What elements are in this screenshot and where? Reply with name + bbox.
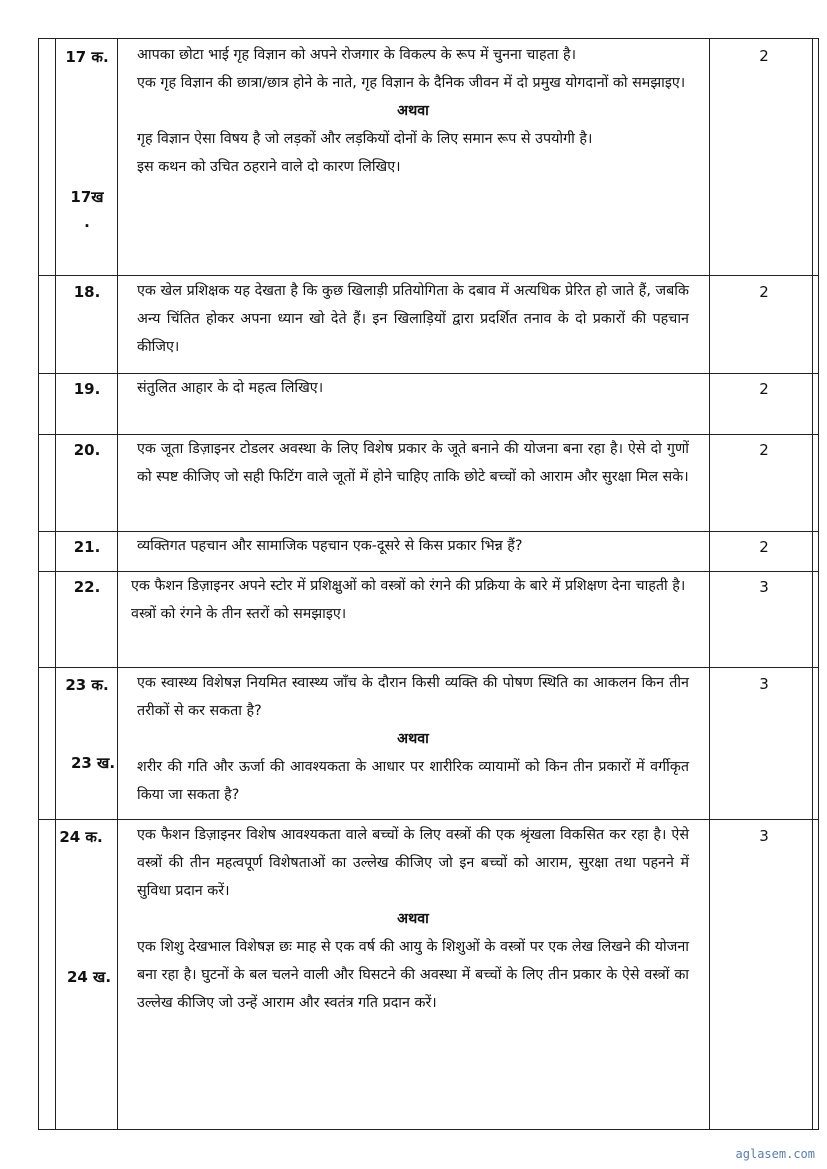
question-text-line: एक जूता डिज़ाइनर टोडलर अवस्था के लिए विशेष प्रकार के जूते बनाने की योजना बना रहा है। ऐसे दो गुणों को स्पष्ट कीजिए जो सही फिटिंग वाले जूतों में होने चाहिए ताकि छोटे बच्चों को आराम और सुरक्षा मिल सके। [137, 441, 689, 485]
question-number: 19. [73, 380, 101, 398]
marks-value: 2 [759, 538, 769, 556]
marks-value: 3 [759, 675, 769, 693]
marks-value: 2 [759, 47, 769, 65]
question-text [137, 821, 689, 1017]
question-text [137, 41, 689, 181]
marks-value: 3 [759, 827, 769, 845]
question-text [137, 374, 689, 402]
or-separator: अथवा [397, 103, 429, 119]
question-number: 18. [73, 283, 101, 301]
question-text-line: शरीर की गति और ऊर्जा की आवश्यकता के आधार पर शारीरिक व्यायामों को किन तीन प्रकारों में वर्गीकृत किया जा सकता है? [137, 759, 689, 803]
marks-value: 3 [759, 578, 769, 596]
question-number: 23 क. [65, 676, 109, 694]
marks-value: 2 [759, 380, 769, 398]
marks-value: 2 [759, 283, 769, 301]
question-text [137, 669, 689, 809]
question-text-line: व्यक्तिगत पहचान और सामाजिक पहचान एक-दूसरे से किस प्रकार भिन्न हैं? [137, 538, 523, 554]
question-text-line: एक फैशन डिज़ाइनर विशेष आवश्यकता वाले बच्चों के लिए वस्त्रों की एक श्रृंखला विकसित कर रहा है। ऐसे वस्त्रों की तीन महत्वपूर्ण विशेषताओं का उल्लेख कीजिए जो इन बच्चों को आराम, सुरक्षा तथा पहनने में सुविधा प्रदान करें। [137, 827, 689, 899]
question-number: 17ख [70, 188, 104, 206]
watermark-link[interactable]: aglasem.com [735, 1147, 815, 1161]
question-number: 20. [73, 441, 101, 459]
question-number: 17 क. [65, 48, 109, 66]
question-number: 22. [73, 578, 101, 596]
question-number: 24 क. [59, 828, 103, 846]
question-text-line: एक फैशन डिज़ाइनर अपने स्टोर में प्रशिक्षुओं को वस्त्रों को रंगने की प्रक्रिया के बारे में प्रशिक्षण देना चाहती है। [131, 578, 686, 594]
question-text-line: एक गृह विज्ञान की छात्रा/छात्र होने के नाते, गृह विज्ञान के दैनिक जीवन में दो प्रमुख योगदानों को समझाइए। [137, 75, 686, 91]
question-number-dot: . [84, 213, 90, 231]
question-text [131, 572, 689, 628]
question-number: 21. [73, 538, 101, 556]
question-number: 23 ख. [70, 754, 116, 772]
question-text [137, 532, 689, 560]
question-text-line: एक शिशु देखभाल विशेषज्ञ छः माह से एक वर्ष की आयु के शिशुओं के वस्त्रों पर एक लेख लिखने की योजना बना रहा है। घुटनों के बल चलने वाली और घिसटने की अवस्था में बच्चों के लिए तीन प्रकार के ऐसे वस्त्रों का उल्लेख कीजिए जो उन्हें आराम और स्वतंत्र गति प्रदान करें। [137, 939, 689, 1011]
question-text-line: संतुलित आहार के दो महत्व लिखिए। [137, 380, 324, 396]
or-separator: अथवा [397, 911, 429, 927]
question-text-line: वस्त्रों को रंगने के तीन स्तरों को समझाइए। [131, 606, 347, 622]
question-number: 24 ख. [66, 968, 112, 986]
question-text-line: एक खेल प्रशिक्षक यह देखता है कि कुछ खिलाड़ी प्रतियोगिता के दबाव में अत्यधिक प्रेरित हो जाते हैं, जबकि अन्य चिंतित होकर अपना ध्यान खो देते हैं। इन खिलाड़ियों द्वारा प्रदर्शित तनाव के दो प्रकारों की पहचान कीजिए। [137, 283, 689, 355]
question-text [137, 435, 689, 491]
question-text-line: आपका छोटा भाई गृह विज्ञान को अपने रोजगार के विकल्प के रूप में चुनना चाहता है। [137, 47, 577, 63]
or-separator: अथवा [397, 731, 429, 747]
row-divider [39, 667, 818, 668]
row-divider [39, 275, 818, 276]
question-text-line: गृह विज्ञान ऐसा विषय है जो लड़कों और लड़कियों दोनों के लिए समान रूप से उपयोगी है। [137, 131, 593, 147]
question-text-line: इस कथन को उचित ठहराने वाले दो कारण लिखिए। [137, 159, 401, 175]
marks-value: 2 [759, 441, 769, 459]
row-divider [39, 819, 818, 820]
question-table [38, 38, 819, 1130]
question-text-line: एक स्वास्थ्य विशेषज्ञ नियमित स्वास्थ्य जाँच के दौरान किसी व्यक्ति की पोषण स्थिति का आकलन किन तीन तरीकों से कर सकता है? [137, 675, 689, 719]
question-text [137, 277, 689, 361]
